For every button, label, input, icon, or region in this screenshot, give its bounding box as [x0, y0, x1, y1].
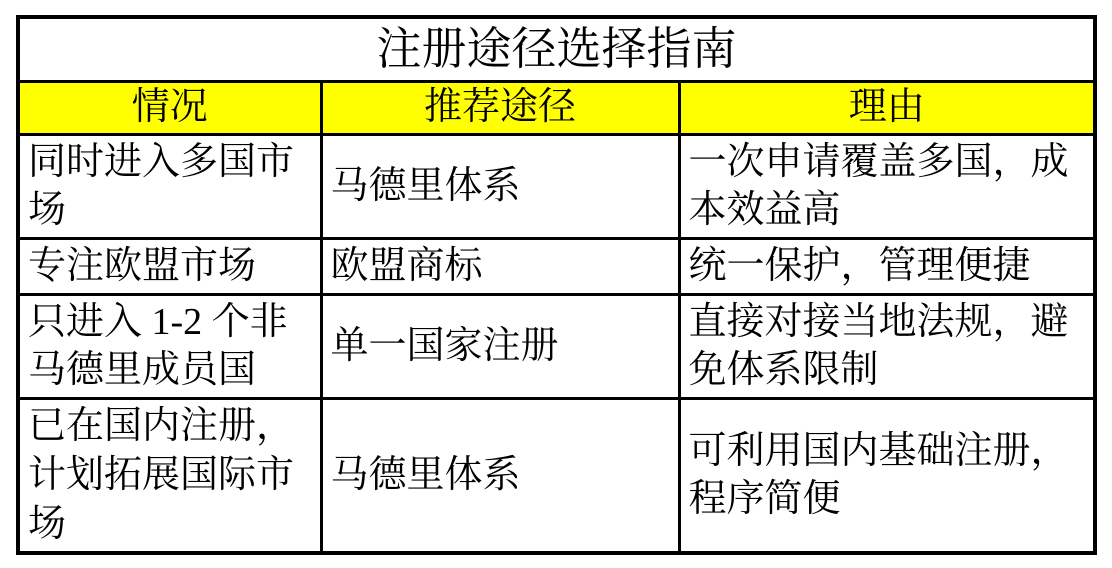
cell-reason: 直接对接当地法规，避免体系限制 — [679, 294, 1095, 398]
cell-situation: 已在国内注册，计划拓展国际市场 — [18, 399, 321, 553]
cell-situation: 专注欧盟市场 — [18, 238, 321, 294]
col-header-situation: 情况 — [18, 81, 321, 134]
cell-reason: 一次申请覆盖多国，成本效益高 — [679, 134, 1095, 238]
table-row — [18, 238, 1095, 294]
cell-situation: 同时进入多国市场 — [18, 134, 321, 238]
table-header-row — [18, 81, 1095, 134]
cell-situation: 只进入 1-2 个非马德里成员国 — [18, 294, 321, 398]
col-header-reason: 理由 — [679, 81, 1095, 134]
table-title-row — [18, 17, 1095, 81]
col-header-recommended-path: 推荐途径 — [321, 81, 679, 134]
registration-path-guide-table — [16, 15, 1097, 555]
table-title: 注册途径选择指南 — [18, 17, 1095, 81]
table-row — [18, 399, 1095, 553]
cell-recommended-path: 马德里体系 — [321, 399, 679, 553]
cell-recommended-path: 单一国家注册 — [321, 294, 679, 398]
cell-recommended-path: 马德里体系 — [321, 134, 679, 238]
cell-recommended-path: 欧盟商标 — [321, 238, 679, 294]
cell-reason: 统一保护，管理便捷 — [679, 238, 1095, 294]
cell-reason: 可利用国内基础注册，程序简便 — [679, 399, 1095, 553]
table-row — [18, 134, 1095, 238]
table-row — [18, 294, 1095, 398]
